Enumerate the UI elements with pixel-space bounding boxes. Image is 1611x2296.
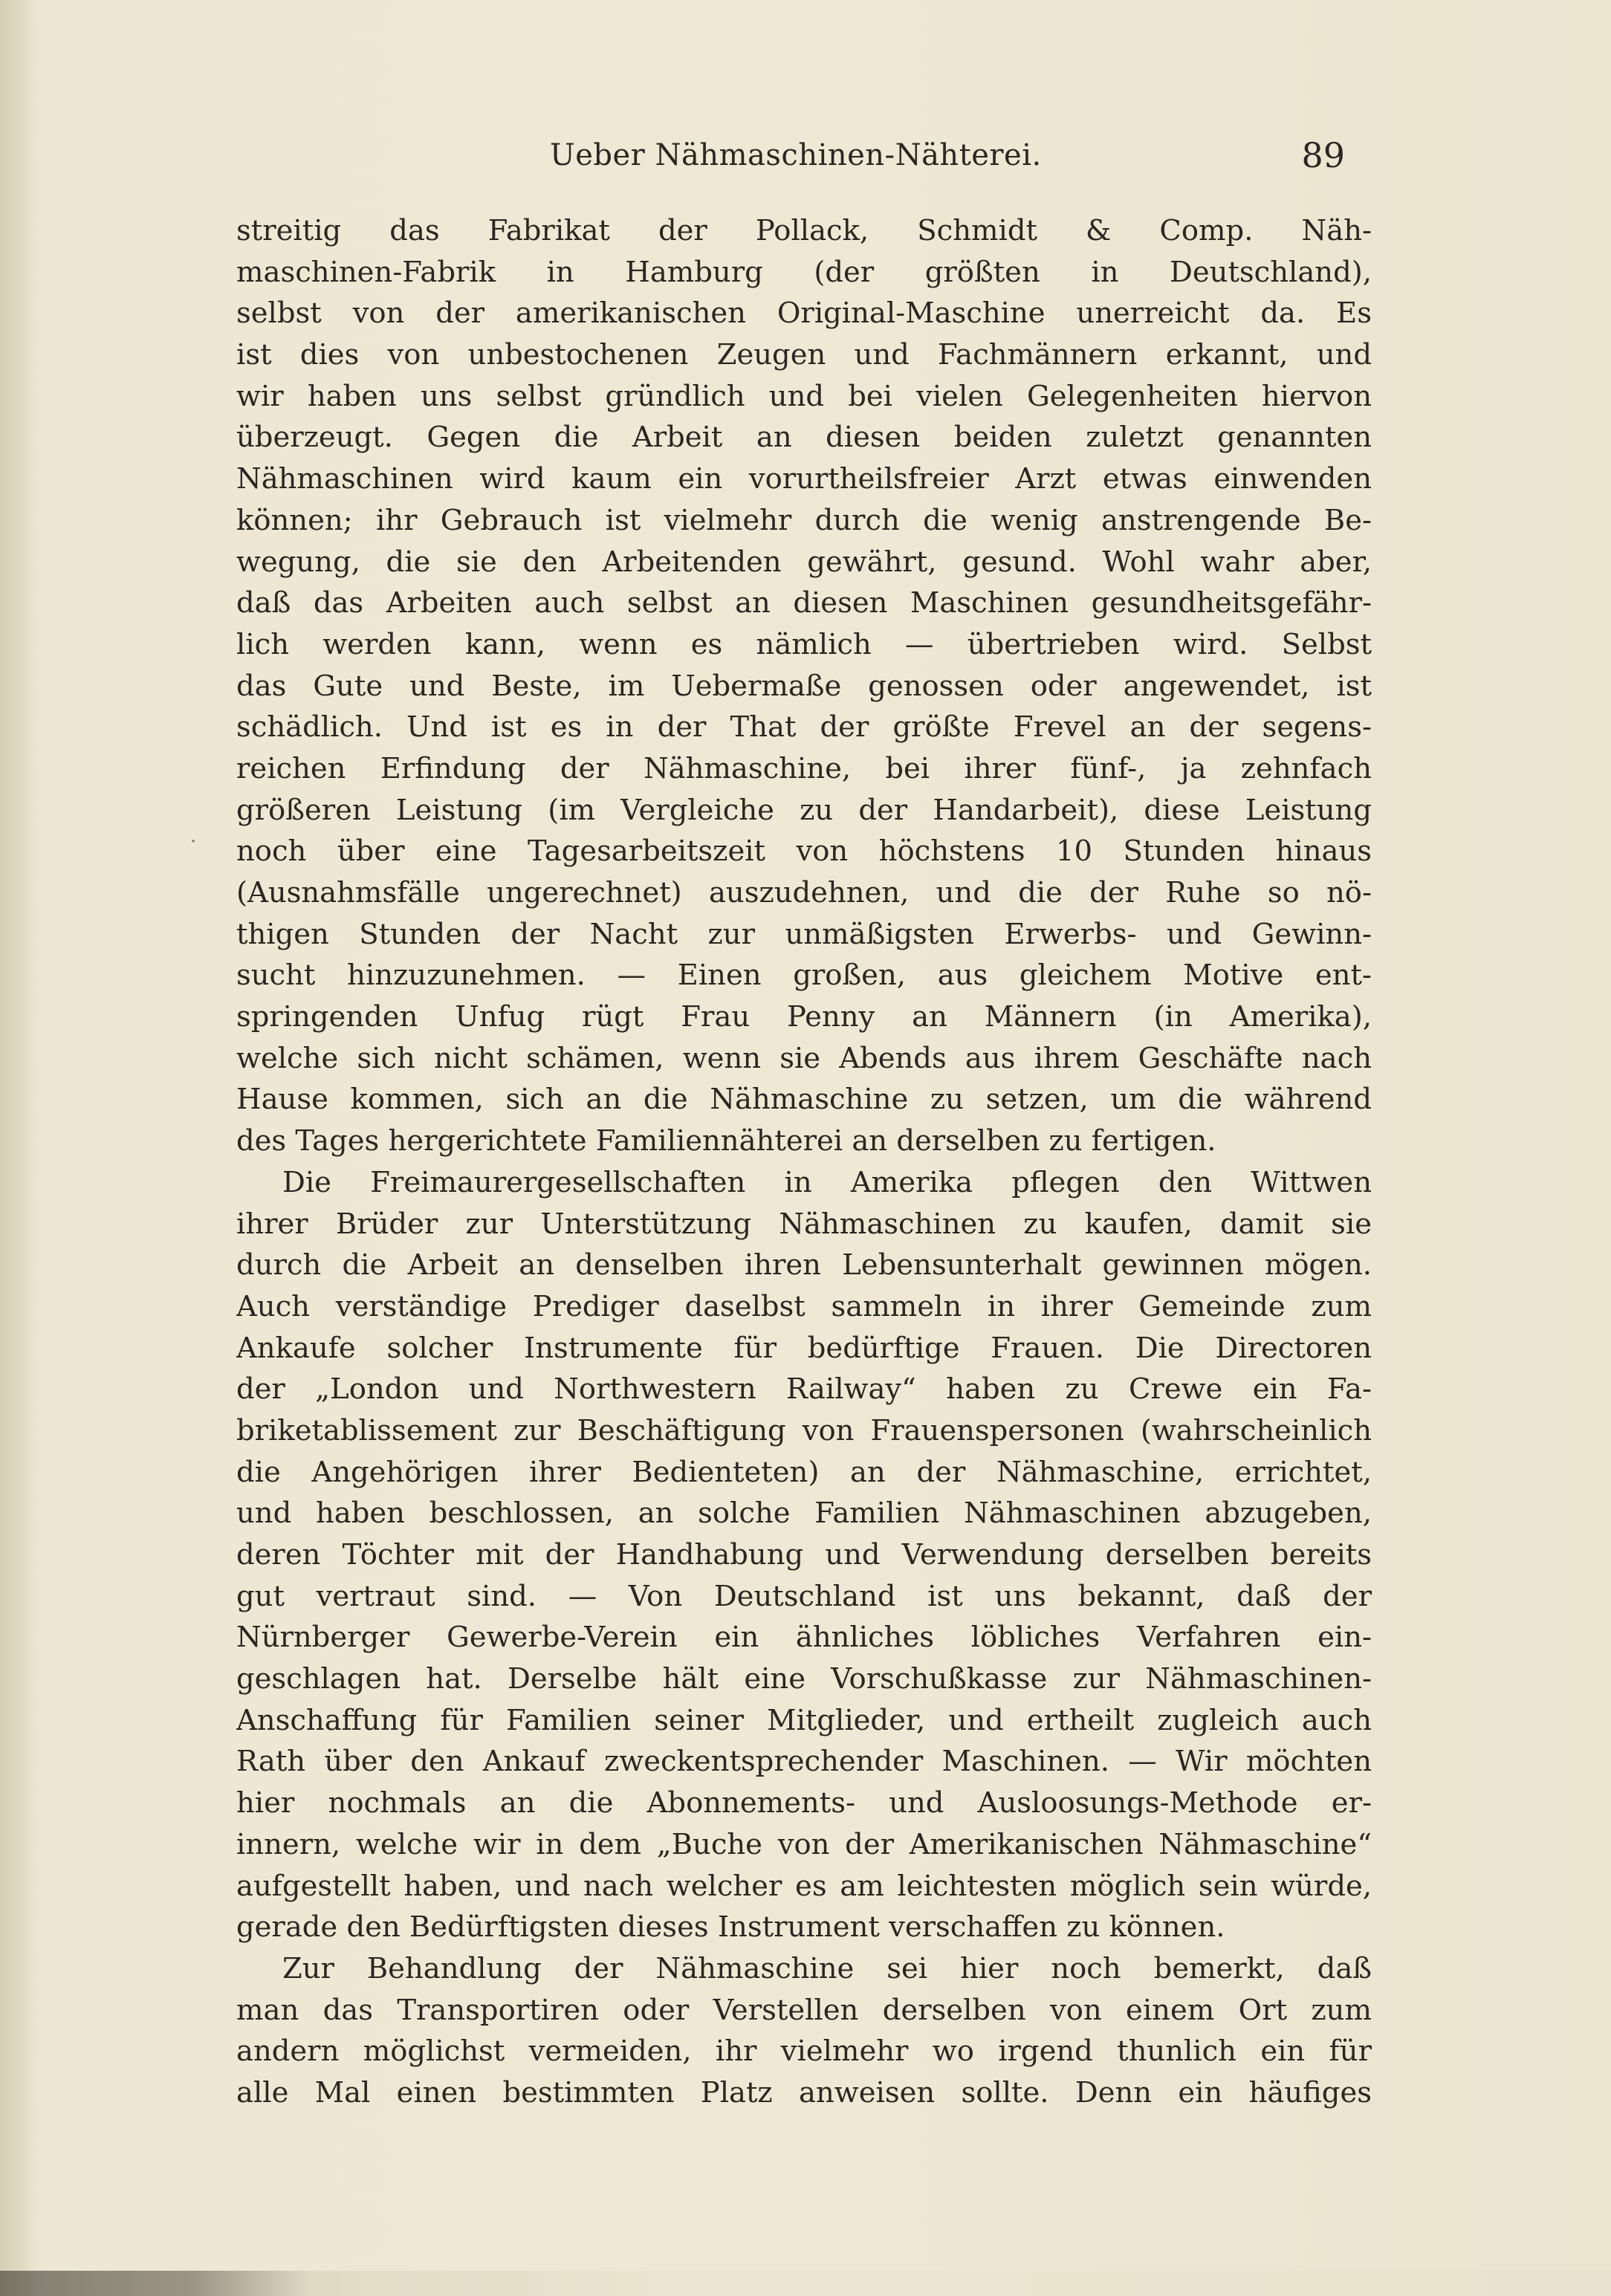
text-line: und haben beschlossen, an solche Familien Nähmaschinen abzugeben, [236,1496,1372,1531]
text-line: maschinen-Fabrik in Hamburg (der größten in Deutschland), [236,255,1372,289]
text-line: andern möglichst vermeiden, ihr vielmehr wo irgend thunlich ein für [236,2034,1372,2069]
text-line: Rath über den Ankauf zweckentsprechender Maschinen. — Wir möchten [236,1745,1372,1779]
page-header [230,135,1345,183]
paragraph-end-line: gerade den Bedürftigsten dieses Instrument verschaffen zu können. [236,1910,1225,1945]
text-line: selbst von der amerikanischen Original-Maschine unerreicht da. Es [236,296,1372,331]
text-line: innern, welche wir in dem „Buche von der Amerikanischen Nähmaschine“ [236,1827,1372,1861]
text-line: Nürnberger Gewerbe-Verein ein ähnliches löbliches Verfahren ein- [236,1621,1372,1655]
text-line: können; ihr Gebrauch ist vielmehr durch die wenig anstrengende Be- [236,503,1372,537]
text-line: ihrer Brüder zur Unterstützung Nähmaschinen zu kaufen, damit sie [236,1207,1372,1241]
text-line: Nähmaschinen wird kaum ein vorurtheilsfreier Arzt etwas einwenden [236,462,1372,496]
text-line: man das Transportiren oder Verstellen derselben von einem Ort zum [236,1993,1372,2027]
text-line: ist dies von unbestochenen Zeugen und Fachmännern erkannt, und [236,338,1372,372]
page-binding-shadow [0,0,34,2296]
running-head: Ueber Nähmaschinen-Nähterei. [550,138,1042,172]
text-line: wegung, die sie den Arbeitenden gewährt, gesund. Wohl wahr aber, [236,545,1372,579]
text-line: sucht hinzuzunehmen. — Einen großen, aus gleichem Motive ent- [236,959,1372,993]
text-line: durch die Arbeit an denselben ihren Lebensunterhalt gewinnen mögen. [236,1248,1372,1282]
paragraph-end-line: des Tages hergerichtete Familiennähterei an derselben zu fertigen. [236,1124,1216,1158]
text-line: Ankaufe solcher Instrumente für bedürftige Frauen. Die Directoren [236,1331,1372,1365]
body-text [236,210,1372,2114]
page-bottom-edge [0,2271,1611,2296]
text-line: aufgestellt haben, und nach welcher es am leichtesten möglich sein würde, [236,1869,1372,1903]
text-line: thigen Stunden der Nacht zur unmäßigsten Erwerbs- und Gewinn- [236,917,1372,951]
text-line: Auch verständige Prediger daselbst sammeln in ihrer Gemeinde zum [236,1289,1372,1323]
text-line: überzeugt. Gegen die Arbeit an diesen beiden zuletzt genannten [236,421,1372,455]
page-number: 89 [1301,135,1345,175]
text-line: Hause kommen, sich an die Nähmaschine zu setzen, um die während [236,1083,1372,1117]
text-line: alle Mal einen bestimmten Platz anweisen sollte. Denn ein häufiges [236,2075,1372,2109]
margin-dot: · [190,831,197,853]
text-line: der „London und Northwestern Railway“ haben zu Crewe ein Fa- [236,1372,1372,1407]
text-line: das Gute und Beste, im Uebermaße genossen oder angewendet, ist [236,669,1372,703]
text-line: lich werden kann, wenn es nämlich — übertrieben wird. Selbst [236,627,1372,661]
paragraph-start-line: Zur Behandlung der Nähmaschine sei hier noch bemerkt, daß [282,1951,1372,1985]
text-line: deren Töchter mit der Handhabung und Verwendung derselben bereits [236,1538,1372,1572]
text-line: springenden Unfug rügt Frau Penny an Männern (in Amerika), [236,1000,1372,1034]
text-line: daß das Arbeiten auch selbst an diesen Maschinen gesundheitsgefähr- [236,586,1372,620]
paragraph-start-line: Die Freimaurergesellschaften in Amerika pflegen den Wittwen [282,1165,1372,1199]
text-line: wir haben uns selbst gründlich und bei vielen Gelegenheiten hiervon [236,379,1372,413]
text-line: größeren Leistung (im Vergleiche zu der Handarbeit), diese Leistung [236,793,1372,827]
text-line: die Angehörigen ihrer Bedienteten) an der Nähmaschine, errichtet, [236,1455,1372,1489]
text-line: gut vertraut sind. — Von Deutschland ist uns bekannt, daß der [236,1579,1372,1613]
text-line: welche sich nicht schämen, wenn sie Abends aus ihrem Geschäfte nach [236,1041,1372,1075]
text-line: briketablissement zur Beschäftigung von Frauenspersonen (wahrscheinlich [236,1413,1372,1447]
text-line: Anschaffung für Familien seiner Mitglieder, und ertheilt zugleich auch [236,1703,1372,1737]
text-line: hier nochmals an die Abonnements- und Ausloosungs-Methode er- [236,1786,1372,1820]
text-line: (Ausnahmsfälle ungerechnet) auszudehnen, und die der Ruhe so nö- [236,876,1372,909]
text-line: geschlagen hat. Derselbe hält eine Vorschußkasse zur Nähmaschinen- [236,1662,1372,1696]
text-line: noch über eine Tagesarbeitszeit von höchstens 10 Stunden hinaus [236,834,1372,869]
text-line: schädlich. Und ist es in der That der größte Frevel an der segens- [236,710,1372,745]
text-line: reichen Erfindung der Nähmaschine, bei ihrer fünf-, ja zehnfach [236,751,1372,785]
text-line: streitig das Fabrikat der Pollack, Schmidt & Comp. Näh- [236,214,1372,247]
